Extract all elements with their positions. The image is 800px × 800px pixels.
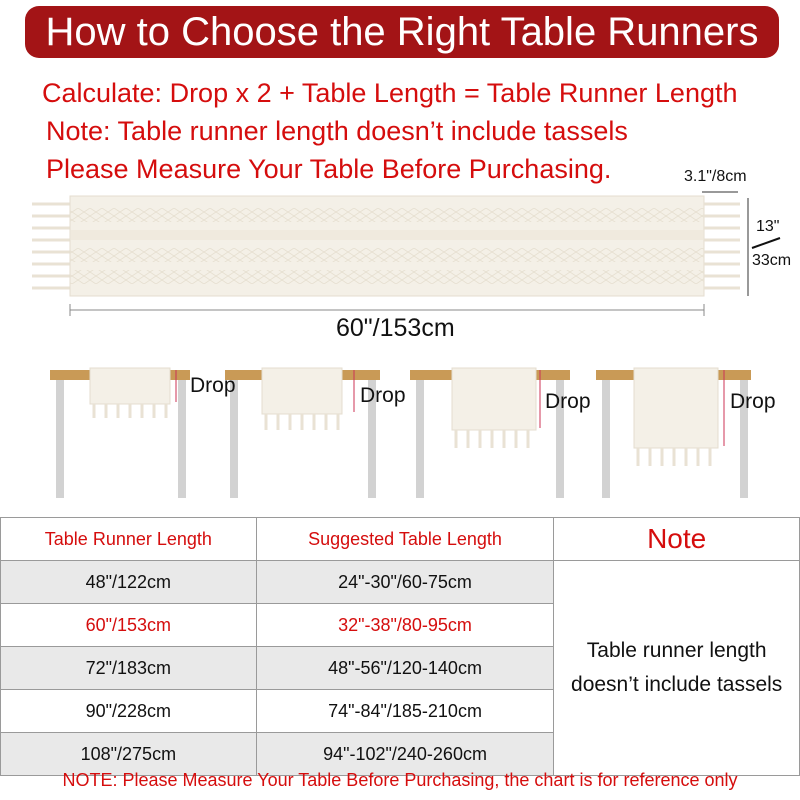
drop-example-2: [225, 368, 380, 498]
width-inch-label: 13": [756, 218, 780, 235]
table-header-row: [1, 518, 800, 561]
note-cell: [554, 561, 800, 776]
runner-length-cell: 60"/153cm: [1, 604, 257, 647]
calculate-formula: Calculate: Drop x 2 + Table Length = Table Runner Length: [42, 78, 738, 108]
runner-length-label: 60"/153cm: [336, 314, 455, 342]
runner-length-cell: 90"/228cm: [1, 690, 257, 733]
footer-note: NOTE: Please Measure Your Table Before Purchasing, the chart is for reference only: [62, 770, 738, 790]
width-cm-label: 33cm: [752, 252, 792, 269]
header-note: Note: [554, 518, 800, 561]
drop-label-4: Drop: [730, 390, 776, 413]
drop-illustrations: [0, 362, 800, 502]
tassel-note: Note: Table runner length doesn’t include tassels: [46, 116, 628, 146]
table-length-cell: 48"-56"/120-140cm: [256, 647, 554, 690]
drop-example-4: [596, 368, 751, 498]
table-length-cell: 94"-102"/240-260cm: [256, 733, 554, 776]
page-title: How to Choose the Right Table Runners: [45, 9, 759, 54]
note-line-1: Table runner length: [586, 639, 767, 662]
measure-note: Please Measure Your Table Before Purchasing.: [46, 154, 612, 184]
drop-label-2: Drop: [360, 384, 406, 407]
table-length-cell: 32"-38"/80-95cm: [256, 604, 554, 647]
left-tassels: [32, 204, 70, 288]
drop-label-3: Drop: [545, 390, 591, 413]
right-tassels: [704, 204, 740, 288]
runner-length-cell: 72"/183cm: [1, 647, 257, 690]
header-runner-length: Table Runner Length: [1, 518, 257, 561]
tassel-length-label: 3.1"/8cm: [684, 168, 747, 185]
size-chart-table: [0, 517, 800, 776]
runner-length-cell: 48"/122cm: [1, 561, 257, 604]
table-length-cell: 74"-84"/185-210cm: [256, 690, 554, 733]
table-row: [1, 561, 800, 604]
header-suggested-table-length: Suggested Table Length: [256, 518, 554, 561]
drop-example-3: [410, 368, 570, 498]
runner-length-cell: 108"/275cm: [1, 733, 257, 776]
note-line-2: doesn’t include tassels: [571, 673, 783, 696]
drop-example-1: [50, 368, 190, 498]
table-length-cell: 24"-30"/60-75cm: [256, 561, 554, 604]
title-banner: [25, 6, 779, 58]
drop-label-1: Drop: [190, 374, 236, 397]
